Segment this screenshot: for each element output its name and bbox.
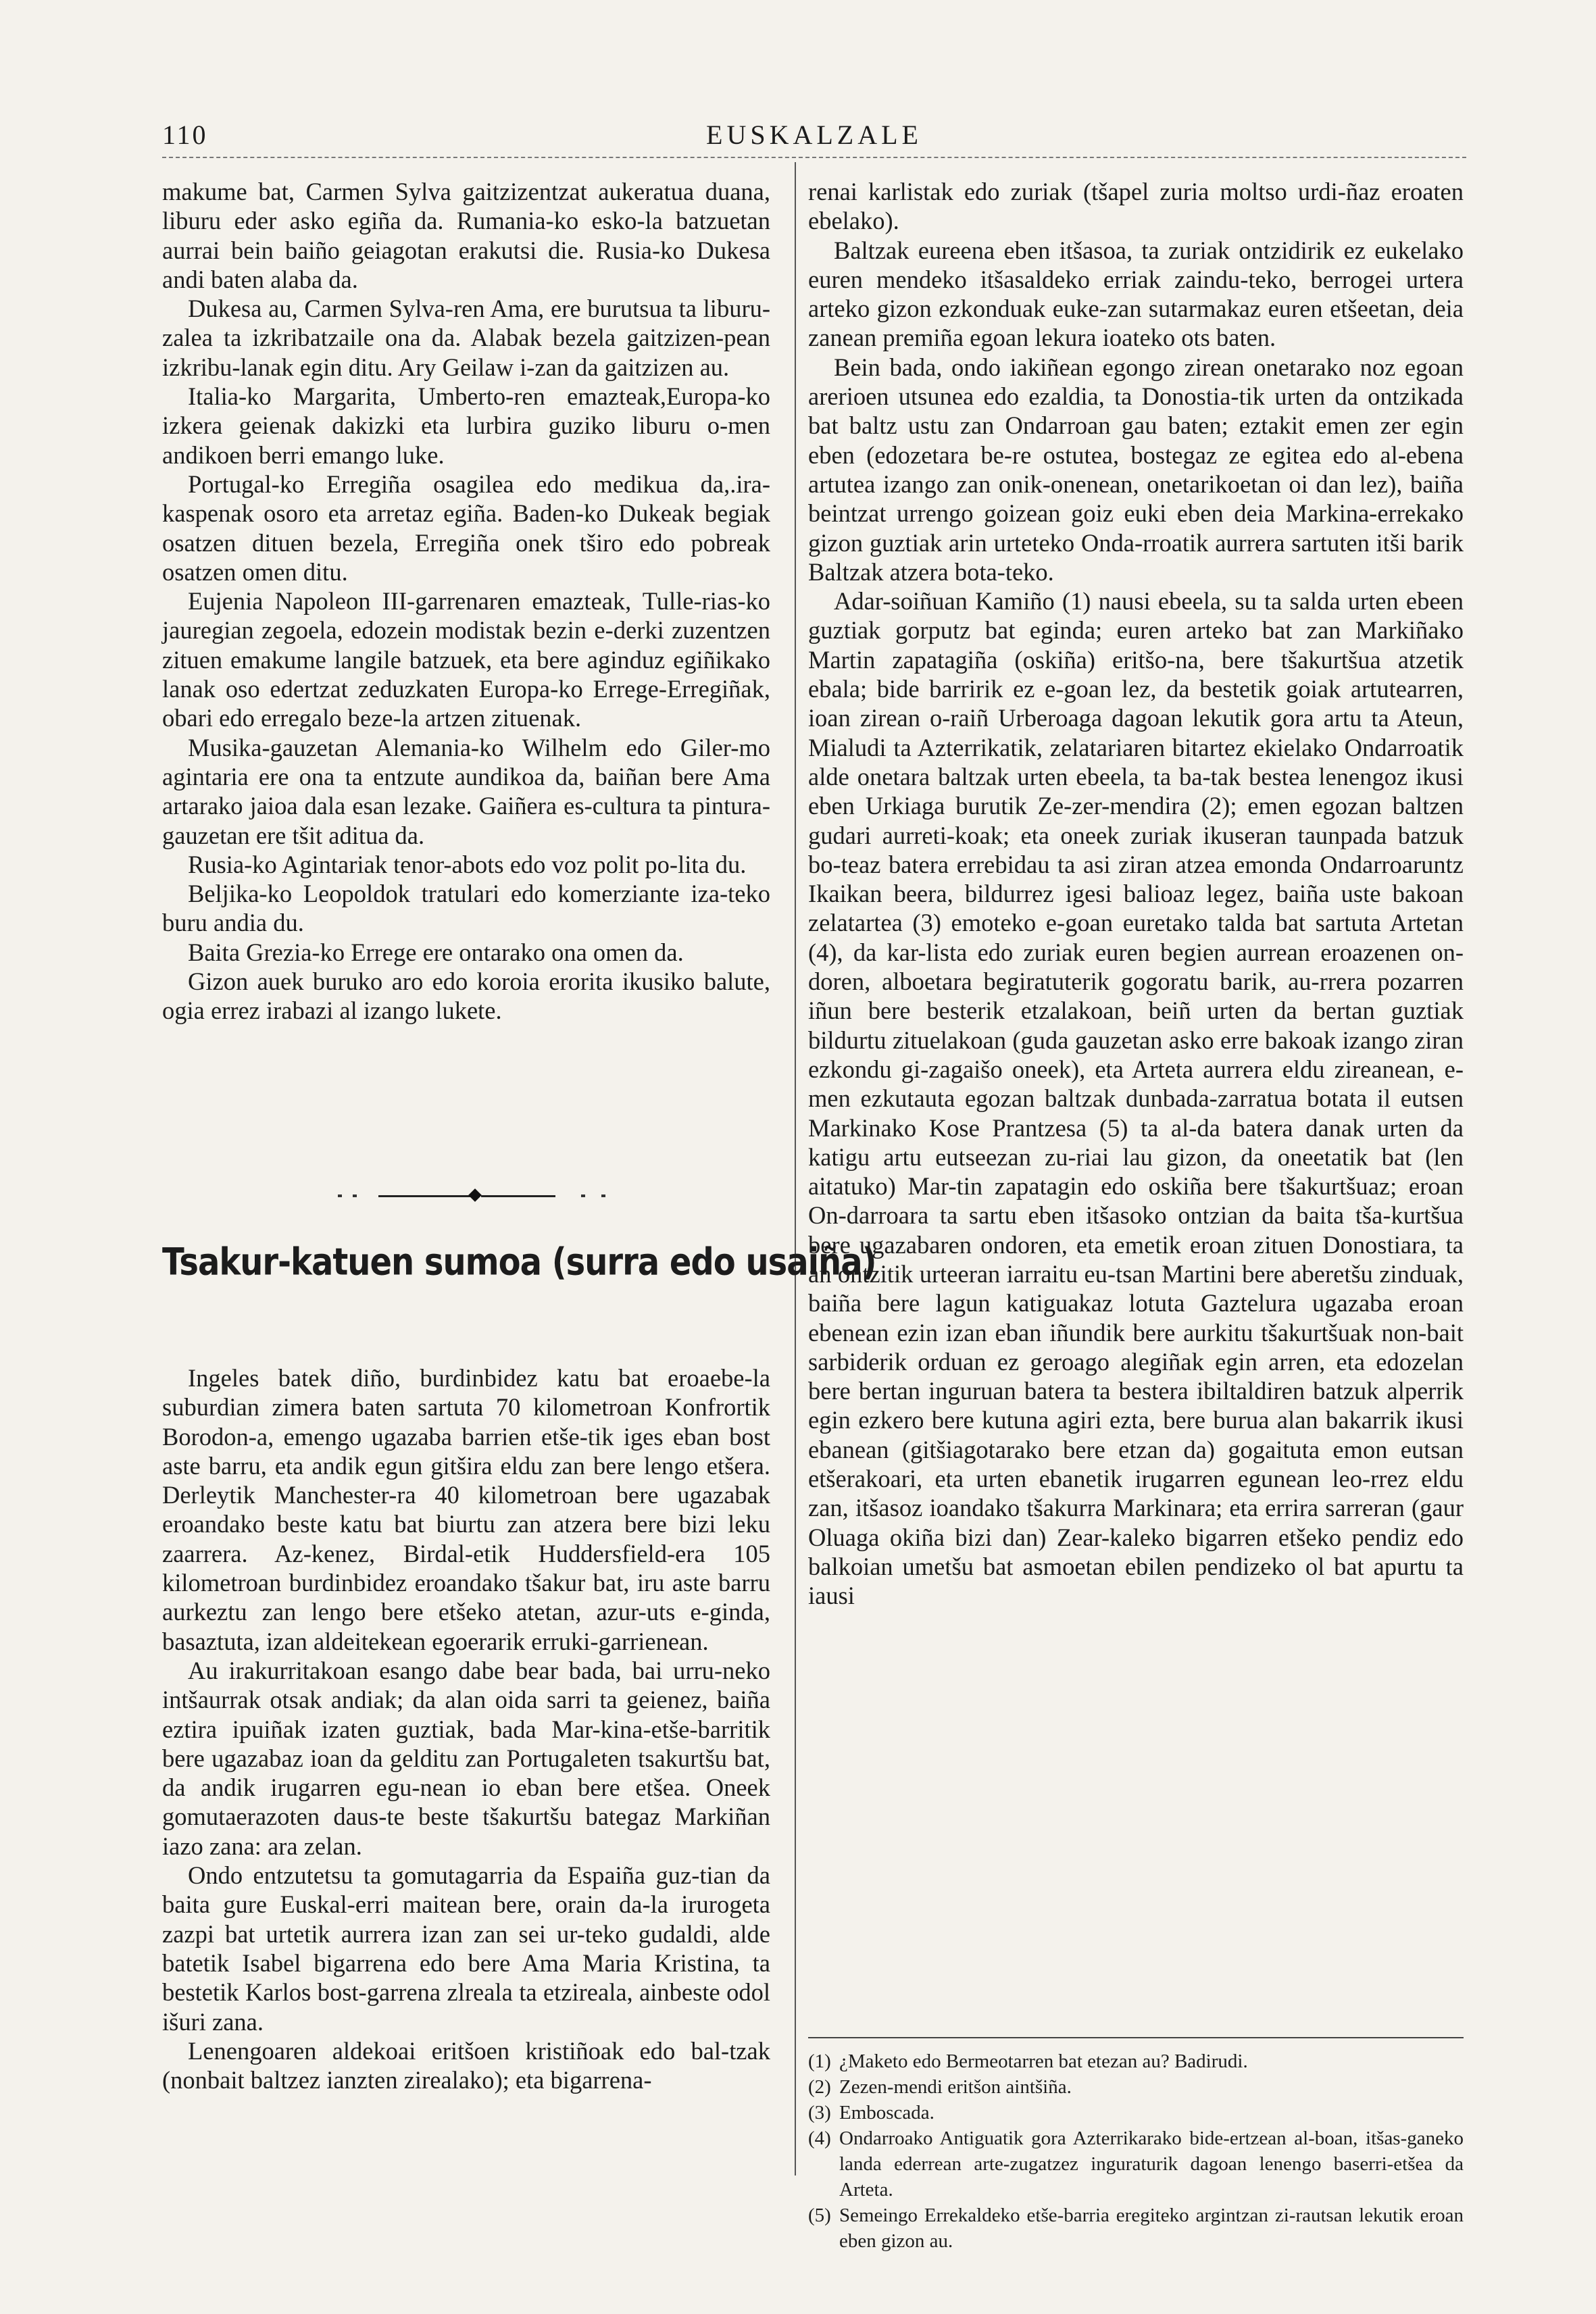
paragraph: Baita Grezia-ko Errege ere ontarako ona omen da. [188, 938, 684, 966]
paragraph: Adar-soiñuan Kamiño (1) nausi ebeela, su ta salda urten ebeen guztiak gorputz bat eginda; euren arteko bat zan Markiñako Martin zapatagiña (oskiña) eritšo-na, bere tšakurtšua atzetik ebala; bide barririk ez e-goan lez, da bestetik goiak artutearren, ioan zirean o-raiñ Urberoaga dagoan lekutik gora artu ta Ateun, Mialudi ta Azterrikatik, zelatariaren bitartez ekielako Ondarroatik alde onetara baltzak urten ebeela, ta ba-tak bestea lenengoz ikusi eben Urkiaga burutik Ze-zer-mendira (2); emen egozan baltzen gudari aurreti-koak; eta oneek zuriak ikuseran taunpada batzuk bo-teaz batera errebidau ta asi ziran atzea emonda Ondarroaruntz Ikaikan beera, bildurrez igesi balioaz legez, baiña uste bakoan zelatartea (3) emoteko e-goan euretako talda bat sartuta Artetan (4), da kar-lista edo zuriak euren begien aurrean eroazenen on-doren, alboetara begiratuterik gogoratu barik, au-rrera pozarren iñun bere besterik etzalakoan, beiñ urten da bertan guztiak bildurtu zituelakoan (guda gauzetan asko erre bakoak izango ziran ezkondu gi-zagaišo oneek), eta Arteta aurrera eldu zireanean, e-men ezkutauta egozan baltzak dunbada-zarratua botata il eutsen Markinako Kose Prantzesa (5) ta al-da batera danak urten da katigu artu eutseezan zu-riai lau gizon, da oneetatik bat (len aitatuko) Mar-tin zapatagin edo oskiña bere tšakurtšuaz; eroan On-darroara ta sartu eben itšasoko ontzian da baita tša-kurtšua bere ugazabaren ondoren, eta emetik eroan zituen Donostiara, ta an ontzitik urteeran iarraitu eu-tsan Martini bere aberetšu zinduak, baiña bere lagun katiguakaz lotuta Gaztelura ugazaba eroan ebenean ezin izan eban iñundik bere aurkitu tšakurtšuak non-bait sarbiderik orduan ez geroago alegiñak egin arren, eta edozelan bere bertan inguruan batera ta bestera ibiltaldiren batzuk alperrik egin ezkero bere kutuna agiri ezta, bere burua alan bakarrik ikusi ebanean (gitšiagotarako bere etzan da) gogaituta emon eutsan etšerakoari, eta urten ebanetik irugarren egunean leo-rrez eldu zan, itšasoz ioandako tšakurra Markinara; eta errira sarreran (gaur Oluaga okiña bizi dan) Zear-kaleko bigarren etšeko pendiz edo balkoian umetšu bat asmoetan ebilen pendizeko ol bat apurtu ta iausi [808, 587, 1464, 1610]
footnote [808, 2048, 1464, 2074]
paragraph: Gizon auek buruko aro edo koroia erorita ikusiko balute, ogia errez irabazi al izango lukete. [162, 967, 770, 1025]
footnote-text: Emboscada. [839, 2102, 934, 2123]
section-title: Tsakur-katuen sumoa (surra edo usaiña) [162, 1240, 876, 1284]
paragraph: Rusia-ko Agintariak tenor-abots edo voz polit po-lita du. [188, 850, 747, 878]
paragraph: Lenengoaren aldekoai eritšoen kristiñoak edo bal-tzak (nonbait baltzez ianzten zirealako); eta bigarrena- [162, 2036, 770, 2094]
footnote-mark: (3) [808, 2102, 831, 2123]
footnote-mark: (4) [808, 2128, 831, 2149]
paragraph: Dukesa au, Carmen Sylva-ren Ama, ere burutsua ta liburu-zalea ta izkribatzaile ona da. Alabak bezela gaitzizen-pean izkribu-lanak egin ditu. Ary Geilaw i-zan da gaitzizen au. [162, 295, 770, 381]
footnote-mark: (2) [808, 2076, 831, 2098]
paragraph: makume bat, Carmen Sylva gaitzizentzat aukeratua duana, liburu eder asko egiña da. Rumania-ko esko-la batzuetan aurrai bein baiño geiagotan erakutsi die. Rusia-ko Dukesa andi baten alaba da. [162, 178, 770, 293]
left-column-lower [162, 1363, 770, 2094]
footnote [808, 2100, 1464, 2126]
paragraph: Eujenia Napoleon III-garrenaren emazteak, Tulle-rias-ko jauregian zegoela, edozein modistak bezin e-derki zuzentzen zituen emakume langile batzuek, eta bere aginduz egiñikako lanak oso edertzat zeduzkaten Europa-ko Errege-Erregiñak, obari edo erregalo beze-la artzen zituenak. [162, 587, 770, 732]
footnote [808, 2074, 1464, 2100]
header-rule [162, 157, 1466, 158]
column-divider [795, 162, 796, 2175]
footnote-text: Zezen-mendi eritšon aintšiña. [839, 2076, 1072, 2098]
footnote-rule [808, 2037, 1464, 2038]
footnote-mark: (5) [808, 2205, 831, 2226]
footnote [808, 2126, 1464, 2203]
paragraph: renai karlistak edo zuriak (tšapel zuria moltso urdi-ñaz eroaten ebelako). [808, 178, 1464, 235]
right-column [808, 177, 1464, 1611]
footnote-mark: (1) [808, 2051, 831, 2072]
paragraph: Ondo entzutetsu ta gomutagarria da Espaiña guz-tian da baita gure Euskal-erri maitean bere, orain da-la irurogeta zazpi bat urtetik aurrera izan zan sei ur-teko gudaldi, alde batetik Isabel bigarrena edo bere Ama Maria Kristina, ta bestetik Karlos bost-garrena zlreala ta etzireala, ainbeste odol išuri zana. [162, 1861, 770, 2036]
paragraph: Ingeles batek diño, burdinbidez katu bat eroaebe-la suburdian zimera baten sartuta 70 kilometroan Konfrortik Borodon-a, emengo ugazaba barrien etše-tik iges eban bost aste barru, eta andik egun gitšira eldu zan bere lengo etšera. Derleytik Manchester-ra 40 kilometroan bere ugazabak eroandako beste katu bat biurtu zan atzera bere bizi leku zaarrera. Az-kenez, Birdal-etik Huddersfield-era 105 kilometroan burdinbidez eroandako tšakur bat, iru aste barru aurkeztu zan lengo bere etšeko atetan, azur-uts e-ginda, basaztuta, izan aldeitekean egoerarik erruki-garrienean. [162, 1364, 770, 1655]
footnote-text: Ondarroako Antiguatik gora Azterrikarako bide-ertzean al-boan, itšas-ganeko landa ederrean arte-zugatzez inguraturik dagoan lenengo baserri-etšea da Arteta. [839, 2128, 1464, 2200]
paragraph: Portugal-ko Erregiña osagilea edo medikua da,.ira-kaspenak osoro eta arretaz egiña. Baden-ko Dukeak begiak osatzen dituen bezela, Erregiña onek tširo edo pobreak osatzen omen ditu. [162, 470, 770, 586]
left-column [162, 177, 770, 1026]
diamond-ornament-icon [468, 1188, 482, 1202]
footnotes [808, 2048, 1464, 2254]
journal-name: EUSKALZALE [706, 120, 922, 150]
paragraph: Beljika-ko Leopoldok tratulari edo komerziante iza-teko buru andia du. [162, 880, 770, 937]
paragraph: Bein bada, ondo iakiñean egongo zirean onetarako noz egoan arerioen utsunea edo ezaldia, ta Donostia-tik urten da ontzikada bat baltz ustu zan Ondarroan gau baten; eztakit emen zer egin eben (edozetara be-re ostutea, bostegaz ze egitea edo al-ebena artutea izango zan onik-onenean, onetarikoetan oi dan lez), baiña beintzat urrengo goizean goiz euki eben deia Markina-errekako gizon guztiak arin urteteko Onda-rroatik aurrera sartuten itši barik Baltzak atzera bota-teko. [808, 353, 1464, 586]
paragraph: Italia-ko Margarita, Umberto-ren emazteak,Europa-ko izkera geienak dakizki eta lurbira guziko liburu o-men andikoen berri emango luke. [162, 382, 770, 469]
footnote-text: Semeingo Errekaldeko etše-barria eregiteko argintzan zi-rautsan lekutik eroan eben gizon au. [839, 2205, 1464, 2252]
paragraph: Baltzak eureena eben itšasoa, ta zuriak ontzidirik ez eukelako euren mendeko itšasaldeko erriak zaindu-teko, berrogei urtera arteko gizon ezkonduak euke-zan sutarmakaz euren etšeetan, deia zanean premiña egoan lekura ioateko ots baten. [808, 236, 1464, 352]
footnote-text: ¿Maketo edo Bermeotarren bat etezan au? Badirudi. [839, 2051, 1248, 2072]
page-number: 110 [162, 120, 208, 150]
paragraph: Au irakurritakoan esango dabe bear bada, bai urru-neko intšaurrak otsak andiak; da alan oida sarri ta geienez, baiña eztira ipuiñak izaten guztiak, bada Mar-kina-etše-barritik bere ugazabaz ioan da gelditu zan Portugaleten tsakurtšu bat, da andik irugarren egu-nean io eban bere etšea. Oneek gomutaerazoten daus-te beste tšakurtšu bategaz Markiñan iazo zana: ara zelan. [162, 1656, 770, 1860]
footnote [808, 2203, 1464, 2254]
paragraph: Musika-gauzetan Alemania-ko Wilhelm edo Giler-mo agintaria ere ona ta entzute aundikoa da, baiñan bere Ama artarako jaioa dala esan lezake. Gaiñera es-cultura ta pintura-gauzetan ere tšit aditua da. [162, 733, 770, 849]
section-ornament [338, 1189, 622, 1203]
running-head [162, 119, 1466, 159]
